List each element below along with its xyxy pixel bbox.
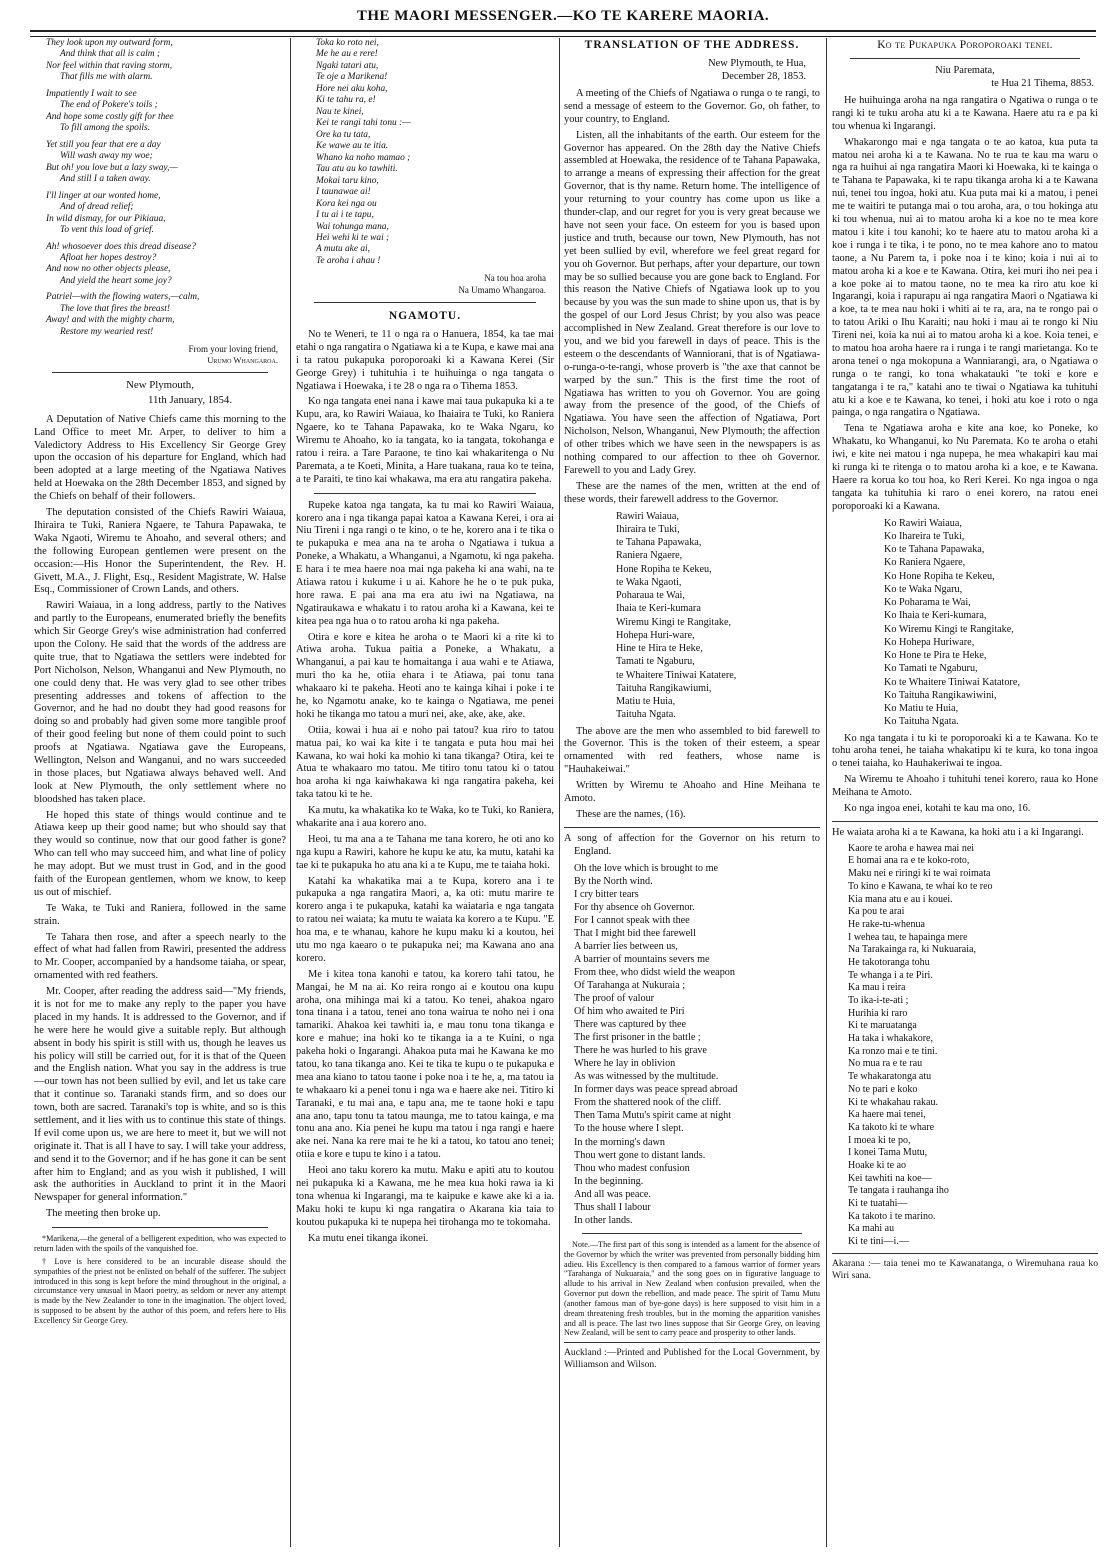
signatory-list xyxy=(616,510,820,722)
poem-line: A mutu ake ai, xyxy=(316,244,370,255)
poem-line: Te aroha i ahau ! xyxy=(316,255,381,266)
section-rule xyxy=(850,58,1080,59)
verse-line: No te pari e koko xyxy=(848,1083,918,1095)
poem-line: Mokai taru kino, xyxy=(316,175,379,186)
footnote: † Love is here considered to be an incurable disease should the sympathies of the priest not be enlisted on behalf of the sufferer. The subject introduced in this song is kept before the mind throughout in the original, a circumstance very unusual in Maori poetry, as seldom or never any attempt is made by the New Zealander to tone in the imagination. The object loved, is supposed to be absent by the author of this poem, and refers here to His Excellency Sir George Grey. xyxy=(34,1256,286,1325)
verse-line: There he was hurled to his grave xyxy=(574,1045,707,1057)
dateline: New Plymouth, te Hua, xyxy=(708,58,806,70)
poem-line: But oh! you love but a lazy sway,— xyxy=(46,162,178,173)
article-paragraph: Mr. Cooper, after reading the address said—"My friends, it is not for me to make any reply to the paper you have placed in my hands. It is addressed to the Governor, and if he were here he would give a suitable reply. But although absent in body his spirit is still with us, though he leaves us his policy will still be carried out, for it is that of the Queen and the English nation. What you say in the address is true—our town has not been sullied by evil, and let us take care that it continue so. Taranaki stands firm, and so does our town, both are sacred. Taranaki's top is white, and so is this settlement, and it lies with us to continue this state of things. If evil come upon us, we are here to meet it, but we will not originate it. That is all I have to say. I will take your address, and send it to the Governor; and if he has gone it can be sent after him to England; and as you wish it published, I will ask the authorities in Auckland to print it in the Maori Newspaper for general information." xyxy=(34,986,286,1204)
poem-line: And of dread relief; xyxy=(60,202,134,213)
poem-line: Away! and with the mighty charm, xyxy=(46,315,175,326)
poem-line: I'll linger at our wonted home, xyxy=(46,190,161,201)
verse-line: Ha taka i whakakore, xyxy=(848,1033,933,1045)
article-paragraph: Ko nga tangata i tu ki te poroporoaki ki a te Kawana. Ko te tohu aroha tenei, he taiaha whakatipu ki te kura, ko tona ingoa o tenei taiaha, ko Hauhakeriwai te ingoa. xyxy=(832,732,1098,770)
signatory-name: Tamati te Ngaburu, xyxy=(616,656,695,668)
signatory-name: Ko Raniera Ngaere, xyxy=(884,557,966,569)
article-paragraph: Ko nga ingoa enei, kotahi te kau ma ono, 16. xyxy=(844,802,1031,814)
poem-line: They look upon my outward form, xyxy=(46,38,173,48)
poem-line: Yet still you fear that ere a day xyxy=(46,139,161,150)
poem-line: In wild dismay, for our Pikiaua, xyxy=(46,213,166,224)
poem-line: The end of Pokere's toils ; xyxy=(60,100,158,111)
dateline: New Plymouth, xyxy=(126,379,194,392)
verse-line: Ka pou te arai xyxy=(848,906,905,918)
poem-line: Afloat her hopes destroy? xyxy=(60,252,157,263)
signatory-name: Taituha Ngata. xyxy=(616,709,676,721)
signatory-name: Ko Ihaia te Keri-kumara, xyxy=(884,610,987,622)
signature-line: From your loving friend, xyxy=(188,344,278,355)
verse-line: Kei tawhiti na koe— xyxy=(848,1172,932,1184)
article-paragraph: Me i kitea tona kanohi e tatou, ka korero tahi tatou, he Mangai, he M na ai. Ko reira rongo ai e koutou ona kupu aroha, ona mihinga mai ki a tatou. Ko tenei, ahakoa ngaro tona tinana i a tatou, tenei ano tona wairua te noho nei i ona tamariki. Ahakoa kei tawhiti ia, e mau tonu tona tikanga e kore e mahue; ina hoki ko te tikanga ia a te Kuini, o nga pakeha hoki o Ingarangi. Ahakoa puta mai he Kawana ke mo tatou, ko tana tikanga ano. Kei te tika te kupu o te pukapuka e mea ana kiano to tatou taone i poke noa i te he, a, ma tatou ia te whakaaro ki a penei tonu i nga wa e haere ake nei. Titiro ki Taranaki, e tu mai ana, e tapu ana, me te taone hoki e tapu ana ano, tapu tonu ta tatou maunga, me to tatou kainga, e ma tonu ana ano. Kia penei he kupu ma tatou i nga rangi e haere ake nei. Nana ka rere mai te he ki a tatou, ko tatou ano tenei; otiia e kore e tupu te kino i a tatou. xyxy=(296,968,554,1161)
verse-line: Thou wert gone to distant lands. xyxy=(574,1149,706,1161)
section-rule xyxy=(564,827,820,828)
section-rule xyxy=(582,1233,802,1234)
signatory-name: Ihiraira te Tuki, xyxy=(616,523,680,535)
poem-line: Tau atu au ko tawhiti. xyxy=(316,164,398,175)
article-paragraph: Tena te Ngatiawa aroha e kite ana koe, ko Poneke, ko Whakatu, ko Whanganui, ko Nu Paremata. Ko te aroha o etahi iwi, e kite nei matou i nga nupepa, he mea whakapiri kau mai ki runga ki te ritenga o to matou aroha ki a koe, e te Kawana. Haere ra korua ko tou hoa, ko Reri Kerei. Ko nga ingoa o nga tangata ka tuhituhia ki raro o enei korero, na ratou enei poroporoaki ki a Kawana. xyxy=(832,423,1098,512)
song-title: He waiata aroha ki a te Kawana, ka hoki atu i a ki Ingarangi. xyxy=(832,826,1084,838)
signatory-name: Ko Matiu te Huia, xyxy=(884,703,959,715)
masthead-title: THE MAORI MESSENGER.—KO TE KARERE MAORIA. xyxy=(356,8,770,24)
article-paragraph: Otira e kore e kitea he aroha o te Maori ki a rite ki to Atiwa aroha. Tukua paitia a Poneke, a Whakatu, a Whanganui, a pai kau te homaitanga i aua wahi e te Atiawa, muri tho ka he, otiia ehara i te Atiawa, pai tonu tana whakaaro ki te pakeha. Heoti ano te kainga kihai i poke i te he, ko Ngamotu anake, ko te kainga o Ngatiawa, me penei hoki he tikanga mo tatou a muri nei, ake, ake, ake, ake. xyxy=(296,631,554,720)
poem-line: Patriel—with the flowing waters,—calm, xyxy=(46,292,200,303)
verse-line: Ki te whakahau rakau. xyxy=(848,1096,938,1108)
dateline: Niu Paremata, xyxy=(935,65,995,77)
verse-line: And all was peace. xyxy=(574,1188,651,1200)
verse-line: For thy absence oh Governor. xyxy=(574,901,695,913)
signatory-name: Taituha Rangikawiumi, xyxy=(616,682,712,694)
poem-line: Me he au e rere! xyxy=(316,49,378,60)
article-paragraph: Na Wiremu te Ahoaho i tuhituhi tenei korero, raua ko Hone Meihana te Amoto. xyxy=(832,774,1098,799)
poem-line: Hei wehi ki te wai ; xyxy=(316,232,390,243)
masthead-rule xyxy=(30,30,1096,37)
signatory-name: Ko te Waka Ngaru, xyxy=(884,583,963,595)
verse-line: Kaore te aroha e hawea mai nei xyxy=(848,842,975,854)
signatory-name: Hohepa Huri-ware, xyxy=(616,629,695,641)
verse-line: Ki te maruatanga xyxy=(848,1020,917,1032)
verse-line: A barrier lies between us, xyxy=(574,940,678,952)
song-note xyxy=(564,1240,820,1338)
poem-line: Toka ko roto nei, xyxy=(316,38,379,48)
article-paragraph: The deputation consisted of the Chiefs Rawiri Waiaua, Ihiraira te Tuki, Raniera Ngaere, te Tahura Papawaka, te Waka Ngaoti, Wiremu te Ahoaho, and several others; and the following European gentlemen were present on the occasion:—His Honor the Superintendent, the Rev. H. Givett, M.A., J. Flight, Esq., Resident Magistrate, W. Halse Esq., Commissioner of Crown Lands, and others. xyxy=(34,507,286,596)
signatory-name: Ko te Whaitere Tiniwai Katatore, xyxy=(884,676,1020,688)
poem-line: Nor feel within that raving storm, xyxy=(46,60,173,71)
verse-line: The first prisoner in the battle ; xyxy=(574,1032,701,1044)
poem-line: And think that all is calm ; xyxy=(60,49,160,60)
verse-line: Thou who madest confusion xyxy=(574,1162,690,1174)
verse-line: Ka ronzo mai e te tini. xyxy=(848,1045,938,1057)
article-paragraph: Otiia, kowai i hua ai e noho pai tatou? kua riro to tatou matua pai, ko wai ka kite i te tangata e puta hou mai hei Kawana, ko wai hoki ka mohio ki tana tikanga? Otira, kei te Atua te whakaaro mo tatou. Me titiro tonu tatou ki o tatou hoa aroha ki nga kaiwhakawa ki nga rangatira pakeha, kei taka tatou ki te he. xyxy=(296,724,554,801)
verse-line: Hurihia ki raro xyxy=(848,1007,908,1019)
verse-line: Then Tama Mutu's spirit came at night xyxy=(574,1110,732,1122)
article-paragraph: These are the names, (16). xyxy=(576,808,686,820)
poem-line: Restore my wearied rest! xyxy=(60,326,154,337)
verse-line: Ka takoto i te marino. xyxy=(848,1210,936,1222)
verse-line: Ka takoto ki te whare xyxy=(848,1121,935,1133)
signatory-name: Ko Wiremu Kingi te Rangitake, xyxy=(884,623,1014,635)
section-rule xyxy=(314,302,536,303)
poem-line: I taunawae ai! xyxy=(316,187,371,198)
verse-line: Of Tarahanga at Nukuraia ; xyxy=(574,979,686,991)
dateline-date: te Hua 21 Tihema, 8853. xyxy=(991,78,1094,90)
article-paragraph: The above are the men who assembled to bid farewell to the Governor. This is the token of their esteem, a spear ornamented with red feathers, whose name is "Hauhakeiwai." xyxy=(564,725,820,776)
poem-line: And now no other objects please, xyxy=(46,264,171,275)
article-paragraph: A meeting of the Chiefs of Ngatiawa o runga o te rangi, to send a message of esteem to the Governor. Go, oh father, to your country, to England. xyxy=(564,88,820,125)
poem-line: And yield the heart some joy? xyxy=(60,275,172,286)
verse-line: Oh the love which is brought to me xyxy=(574,862,719,874)
poem-line: Will wash away my woe; xyxy=(60,151,153,162)
poem-line: Impatiently I wait to see xyxy=(46,88,137,99)
poem-line: Ore ka tu tata, xyxy=(316,129,371,140)
column-1 xyxy=(34,38,286,1547)
article-paragraph: Te Tahara then rose, and after a speech nearly to the effect of what had fallen from Rawiri, presented the address to Mr. Cooper, accompanied by a handsome taiaha, or spear, ornamented with red feathers. xyxy=(34,931,286,982)
article-paragraph: Te Waka, te Tuki and Raniera, followed in the same strain. xyxy=(34,902,286,927)
article-paragraph: These are the names of the men, written at the end of these words, their farewell address to the Governor. xyxy=(564,480,820,505)
verse-line: In other lands. xyxy=(574,1214,633,1226)
verse-line: He rake-tu-whenua xyxy=(848,918,925,930)
signatory-name: Ihaia te Keri-kumara xyxy=(616,603,701,615)
signatory-name: te Whaitere Tiniwai Katatere, xyxy=(616,669,737,681)
verse-line: Kia mana atu e au i kouei. xyxy=(848,893,953,905)
signatory-name: Ko Tamati te Ngaburu, xyxy=(884,663,978,675)
section-rule xyxy=(52,372,268,373)
article-paragraph: Written by Wiremu te Ahoaho and Hine Meihana te Amoto. xyxy=(564,780,820,804)
verse-line: Of him who awaited te Piri xyxy=(574,1006,685,1018)
column-divider xyxy=(826,38,827,1547)
poem-line: The love that fires the breast! xyxy=(60,303,170,314)
article-paragraph: He hoped this state of things would continue and te Atiawa keep up their good name; but who should say that they would so continue, now that our good father is gone? Who can tell who may succeed him, and what line of policy he may adopt. But we must trust in God, and in the good faith of the European gentlemen, whom we know, to keep us out of mischief. xyxy=(34,809,286,898)
column-divider xyxy=(290,38,291,1547)
signatory-name: Hine te Hira te Heke, xyxy=(616,643,703,655)
section-heading: TRANSLATION OF THE ADDRESS. xyxy=(584,39,800,51)
verse-line: In former days was peace spread abroad xyxy=(574,1084,738,1096)
signatory-name: te Waka Ngaoti, xyxy=(616,576,682,588)
article-paragraph: Heoi ano taku korero ka mutu. Maku e apiti atu to koutou nei pukapuka ki a Kawana, me he mea kua hoki rawa ia ki tona whenua ki Ingarangi, ma te kaipuke e kawe ake ki a ia. Maku hoki te kupu ki nga rangatira o Akarana kia taia to koutou pukapuka ki te nupepa hei tirohanga mo te tokomaha. xyxy=(296,1165,554,1228)
verse-line: By the North wind. xyxy=(574,875,653,887)
poem-line: Ki te tahu ra, e! xyxy=(316,95,376,106)
signatory-name: Ko Poharama te Wai, xyxy=(884,597,971,609)
footnote-rule xyxy=(52,1227,268,1228)
article-paragraph: Ko nga tangata enei nana i kawe mai taua pukapuka ki a te Kupu, ara, ko Rawiri Waiaua, ko Ihaiaira te Tuki, ko Raniera Ngaere, ko te Tahana Papawaka, ko te Waka Ngaru, ko Wiremu te Ahoaho, ko ia tangata, ko ia tangata, tokohanga e ratou i reira. a Tare Paraone, te tino kai whakaritenga o Nu Paremata, a te Koeti, Minita, a Hare tuakana, raua ko te teina, a te Paraiti, te tino kai whakawa, ma era atu rangatira pakeha. xyxy=(296,396,554,485)
signatory-name: Ko Rawiri Waiaua, xyxy=(884,517,962,529)
article-paragraph: A Deputation of Native Chiefs came this morning to the Land Office to meet Mr. Arper, to deliver to him a Valedictory Address to His Excellency Sir George Grey upon the occasion of his departure for England, which had been adopted at a large meeting of the Ngatiawa Natives held at Hoewaka on the 28th December 1853, and signed by the Chiefs on behalf of their followers. xyxy=(34,413,286,503)
article-paragraph: Rawiri Waiaua, in a long address, partly to the Natives and partly to the Europeans, enumerated briefly the benefits which Sir George Grey's wise administration had conferred upon the Colony. He said that the words of the address are quite true, that to Ngatiawa the settlers were indebted for Port Nicholson, Nelson, Whanganui and New Plymouth, no one could deny that. He was very glad to see other tribes presenting addresses and tokens of affection to the Governor, and he had no doubt they had good reasons for doing so and probably had given some more tangible proof of their good feeling but none of them could point to such proofs at Ngatiawa. Ngatiawa gave the Europeans, Wellington, Nelson and Wanganui, and no wars succeeded in those places, but Ngatiawa always behaved well. And look at New Plymouth, the only settlement where no bloodshed has taken place. xyxy=(34,600,286,805)
footnotes xyxy=(34,1234,286,1326)
verse-line: No mua ra e te rau xyxy=(848,1058,923,1070)
verse-line: As was witnessed by the multitude. xyxy=(574,1071,719,1083)
verse-line: For I cannot speak with thee xyxy=(574,914,690,926)
poem-line: I tu ai i te tapu, xyxy=(316,210,374,221)
dateline-date: 11th January, 1854. xyxy=(147,394,233,407)
signatory-name: Ko Ihareira te Tuki, xyxy=(884,530,965,542)
footnote: *Marikena,—the general of a belligerent expedition, who was expected to return laden with the spoils of the vanquished foe. xyxy=(34,1234,286,1253)
poem-line: Kei te rangi tahi tonu :— xyxy=(316,118,411,129)
verse-line: From thee, who didst wield the weapon xyxy=(574,966,735,978)
verse-line: There was captured by thee xyxy=(574,1019,687,1031)
section-rule xyxy=(314,493,536,494)
song-title: A song of affection for the Governor on his return to England. xyxy=(564,832,820,857)
signature-name: Na Umamo Whangaroa. xyxy=(458,284,546,295)
verse-line: Hoake ki te ao xyxy=(848,1159,907,1171)
article-paragraph: Rupeke katoa nga tangata, ka tu mai ko Rawiri Waiaua, korero ana i nga tikanga papai katoa a Kawana Kerei, i ora ai Niu Tireni i nga rangi o te kino, o te he, korero ana i te tika o te pukapuka e mea ana na te aroha o Ngatiawa i tukua a Poneke, a Whakatu, a Whanganui, a Ngamotu, ki nga pakeha. E hara i te mea haere noa mai nga pakeha ki ana wahi, na te Atiawa ratou i kukume i u ai. Kahore he he o te puk puka, hore rawa. E pai ana ma era atu iwi na Ngatiawa, na Ngatiraukawa e whakatu i to ratou aroha ki a Kawana, kei te kitea pea nga hua o to ratou aroha ki nga pakeha. xyxy=(296,499,554,627)
verse-line: Ka haere mai tenei, xyxy=(848,1109,926,1121)
signature-line: Na tou hoa aroha xyxy=(484,273,546,284)
poem-line: Kora kei nga ou xyxy=(316,198,377,209)
signatory-name: Ko Taituha Ngata. xyxy=(884,716,959,728)
verse-line: That I might bid thee farewell xyxy=(574,927,696,939)
verse-line: In the morning's dawn xyxy=(574,1136,665,1148)
verse-line: I moea ki te po, xyxy=(848,1134,911,1146)
poem-line: And still I a taken away. xyxy=(60,174,151,185)
imprint-text: Akarana :— taia tenei mo te Kawanatanga, o Wiremuhana raua ko Wiri sana. xyxy=(832,1257,1098,1281)
poem-line: Whano ka noho mamao ; xyxy=(316,152,411,163)
signatory-name: Matiu te Huia, xyxy=(616,696,676,708)
verse-line: Ki te tuatahi— xyxy=(848,1198,908,1210)
signatory-name: Rawiri Waiaua, xyxy=(616,510,679,522)
imprint-text: Auckland :—Printed and Published for the Local Government, by Williamson and Wilson. xyxy=(564,1347,820,1371)
article-paragraph: He huihuinga aroha na nga rangatira o Ngatiwa o runga o te rangi ki te tuku aroha atu ki a te Kawana. Haere atu ra e pa ki tou whenua ki Ingarangi. xyxy=(832,95,1098,132)
signatory-name: Hone Ropiha te Kekeu, xyxy=(616,563,712,575)
poem-line: Ke wawe au te itia. xyxy=(316,141,389,152)
signatory-name: Ko te Tahana Papawaka, xyxy=(884,544,985,556)
publisher-imprint xyxy=(564,1342,820,1371)
section-heading: NGAMOTU. xyxy=(388,309,462,322)
verse-line: To ika-i-te-ati ; xyxy=(848,995,909,1007)
article-paragraph: Heoi, tu ma ana a te Tahana me tana korero, he oti ano ko nga kupu a Rawiri, kahore he kupu ke atu, ka mutu, katahi ka tae ki te pukapuka ho atu ana ki a te Kupu, me te taiaha hoki. xyxy=(296,833,554,871)
verse-line: Te whanga i a te Piri. xyxy=(848,969,933,981)
poem-line: That fills me with alarm. xyxy=(60,72,153,83)
column-4 xyxy=(832,38,1098,1547)
article-paragraph: Ka mutu, ka whakatika ko te Waka, ko te Tuki, ko Raniera, whakarite ana i aua korero ano. xyxy=(296,805,554,829)
verse-line: Na Tarakainga ra, ki Nukuaraia, xyxy=(848,944,976,956)
verse-line: To kino e Kawana, te whai ko te reo xyxy=(848,880,993,892)
section-heading: Ko te Pukapuka Poroporoaki tenei. xyxy=(877,39,1053,51)
verse-line: Te tangata i rauhanga iho xyxy=(848,1185,949,1197)
signatory-name: Ko Hohepa Huriware, xyxy=(884,636,975,648)
signatory-name: Raniera Ngaere, xyxy=(616,550,683,562)
poem-line: Ngaki tatari atu, xyxy=(316,60,379,71)
verse-line: In the beginning. xyxy=(574,1175,644,1187)
publisher-imprint xyxy=(832,1253,1098,1282)
signatory-name: te Tahana Papawaka, xyxy=(616,537,702,549)
signatory-list xyxy=(884,517,1098,729)
verse-line: To the house where I slept. xyxy=(574,1123,684,1135)
signatory-name: Ko Hone te Pira te Heke, xyxy=(884,650,987,662)
article-paragraph: The meeting then broke up. xyxy=(46,1208,161,1220)
verse-line: Ka mau i reira xyxy=(848,982,906,994)
song-verse xyxy=(848,843,1098,1249)
poem-line: Te oje a Marikena! xyxy=(316,72,388,83)
song-verse xyxy=(574,862,820,1227)
dateline-date: December 28, 1853. xyxy=(721,71,806,83)
signature-name: Urumo Whangaroa. xyxy=(207,355,278,366)
signatory-name: Poharaua te Wai, xyxy=(616,590,685,602)
verse-line: I cry bitter tears xyxy=(574,888,639,900)
verse-line: Ka mahi au xyxy=(848,1223,895,1235)
verse-line: Maku nei e riringi ki te wai roimata xyxy=(848,868,991,880)
verse-line: I konei Tama Mutu, xyxy=(848,1147,928,1159)
verse-line: E homai ana ra e te koko-roto, xyxy=(848,855,970,867)
signatory-name: Wiremu Kingi te Rangitake, xyxy=(616,616,732,628)
column-divider xyxy=(559,38,560,1547)
english-poem xyxy=(46,38,286,338)
article-paragraph: Listen, all the inhabitants of the earth. Our esteem for the Governor has appeared. On the 28th day the Native Chiefs assembled at Hoewaka, the residence of te Tahana Papawaka, to arrange a means of expressing their affection for the great Governor, that is thy name. Return home. The intelligence of your returning to your country has come upon us like a thunder-clap, and our regret for you is very great because we have not seen your face. On esteem for you is based upon justice and truth, because our town, New Plymouth, has not yet been sullied by evil, wherefore we feel great regard for you oh Governor. But perhaps, after your departure, our town may be so sullied because you are gone back to England. For this reason the Native Chiefs of Ngatiawa look up to you because by you was the sun made to shine upon us, that is by the gospel of our Lord Jesus Christ; by you also was peace accomplished in New Zealand. Great therefore is our love to you, and we bid you farewell in days of peace. This is the esteem o the descendants of Wanniorani, that is of Ngatiawa-o-runga-o-te-rangi, whose proverb is "the axe that cannot be warped by the sun." This is the first time the root of Ngatiawa has written to you oh Governor. You are going away from the presence of the good, of the Chiefs of Ngatiawa. You have seen the affection of Ngatiawa, Port Nicholson, Nelson, Whanganui, New Plymouth; the affection of other tribes which we have seen in the newspapers is as nothing compared to our affection to thee oh Governor. Farewell to you and Lady Grey. xyxy=(564,129,820,476)
verse-line: Te whakaratonga atu xyxy=(848,1071,932,1083)
verse-line: The proof of valour xyxy=(574,993,655,1005)
note-text: Note.—The first part of this song is intended as a lament for the absence of the Governor by which the writer was prevented from personally bidding him adieu. His Excellency is then compared to a famous warrior of former years "Tarahanga of Nukuaraia," and the song goes on in figurative language to allude to his arrival in New Zealand when confusion prevailed, when the Governor put down the rebellion, and made peace. The spirit of Tamu Mutu (another famous man of bye-gone days) is here supposed to visit him in a dream threatening fresh troubles, but in the morning the apparition vanishes and all is peace. The last two lines suppose that Sir George Grey, on leaving New Zealand, will be sent to carry peace and prosperity to other lands. xyxy=(564,1239,820,1338)
poem-line: And hope some costly gift for thee xyxy=(46,111,174,122)
verse-line: He takotoranga tohu xyxy=(848,956,930,968)
verse-line: Ki te tini—i.— xyxy=(848,1236,909,1248)
column-3 xyxy=(564,38,820,1547)
article-paragraph: Ka mutu enei tikanga ikonei. xyxy=(308,1232,429,1244)
verse-line: Where he lay in oblivion xyxy=(574,1058,676,1070)
poem-line: To fill among the spoils. xyxy=(60,123,151,134)
verse-line: A barrier of mountains severs me xyxy=(574,953,710,965)
article-paragraph: Katahi ka whakatika mai a te Kupa, korero ana i te pukapuka a nga rangatira Maori, a, ka oti: mutu marire te korero anga i te pukapuka, katahi ka waiataria e nga tangata to ratou nei waiata; ka mutu te waiata ka korero a te Kupu. "E hoa ma, e te whanau, kahore he kupu maku ki a koutou, hei utu mo nga kaearo o te pukapuka nei; ma Kawana ano ana korero. xyxy=(296,875,554,964)
poem-line: Nau te kinei, xyxy=(316,106,364,117)
poem-line: Wai tohunga mana, xyxy=(316,221,389,232)
verse-line: Thus shall I labour xyxy=(574,1201,651,1213)
signatory-name: Ko Taituha Rangikawiwini, xyxy=(884,689,997,701)
poem-line: Ah! whosoever does this dread disease? xyxy=(46,241,196,252)
poem-line: Hore nei aku koha, xyxy=(316,83,388,94)
article-paragraph: Whakarongo mai e nga tangata o te ao katoa, kua puta ta matou nei aroha ki a te Kawana. No te rua te kau ma waru o nga ra huihui ai nga rangatira Maori ki Hoewaka, ki te kainga o te Tahana te Papawaka, ki te rapu tikanga aroha ki a te Kawana nui, tenei tou ingoa, hoki atu. Kua puta mai ki a matou, i penei me te waitiri te putanga mai o tou aroha, ara, o tou hokinga atu ki tou whenua, nui ai to matou aroha ki a koe no te mea kore matou i kite i tou kanohi; ko te haere atu to matou aroha ki a koe i runga i te tika, i te pono, no te mea kahore ano to matou taone, a Nu Parem ta, i poke noa i te kino; koia i nui ai to matou aroha ki a koe e te Kawana. Otira, kei muri iho nei pea i a koe poke ai to matou taone, no te mea ka riro atu koe ki Ingarangi, koia i rapurapu ai nga rangatira Maori o Ngatiawa ki a koe, ta te mea nau hoki i whiti ai te ra, ara, na te rongo pai o to tatou Ariki o Ihu Karaiti; nau hoki i mau ai te rongo ki Niu Tireni nei, koia ka nui ai to matou aroha ki a koe. Koia tenei, e to matou hoa aroha haere ra i runga i te rangi marietanga. Ko te arona tenei o nga mokopuna a Wanniarangi, ara, o Ngatiawa o runga o te rangi, ko tona whakatauki "te toki e kore e tangatanga i te ra," katahi ano te tiwai o Ngatiawa ka tuhituhi atu ki a koe e te Kawana, ko tenei, i hoki atu koe i roto o nga painga, o nga rangatira o Ngatiawa. xyxy=(832,136,1098,419)
verse-line: I wehea tau, te hapainga mere xyxy=(848,931,968,943)
column-2 xyxy=(296,38,554,1547)
signatory-name: Ko Hone Ropiha te Kekeu, xyxy=(884,570,995,582)
poem-line: To vent this load of grief. xyxy=(60,225,154,236)
section-rule xyxy=(832,821,1098,822)
article-paragraph: No te Weneri, te 11 o nga ra o Hanuera, 1854, ka tae mai etahi o nga rangatira o Ngatiawa ki a te Kupa, e kawe mai ana i ta ratou pukapuka poroporoaki ki a Kawana Kerei (Sir George Grey) i tuhituhia i te huihuinga o nga tangata o Ngatiawa i Hoewaka, i te 28 o nga ra o Tihema 1853. xyxy=(296,328,554,392)
verse-line: From the shattered nook of the cliff. xyxy=(574,1097,722,1109)
maori-poem xyxy=(316,38,554,267)
